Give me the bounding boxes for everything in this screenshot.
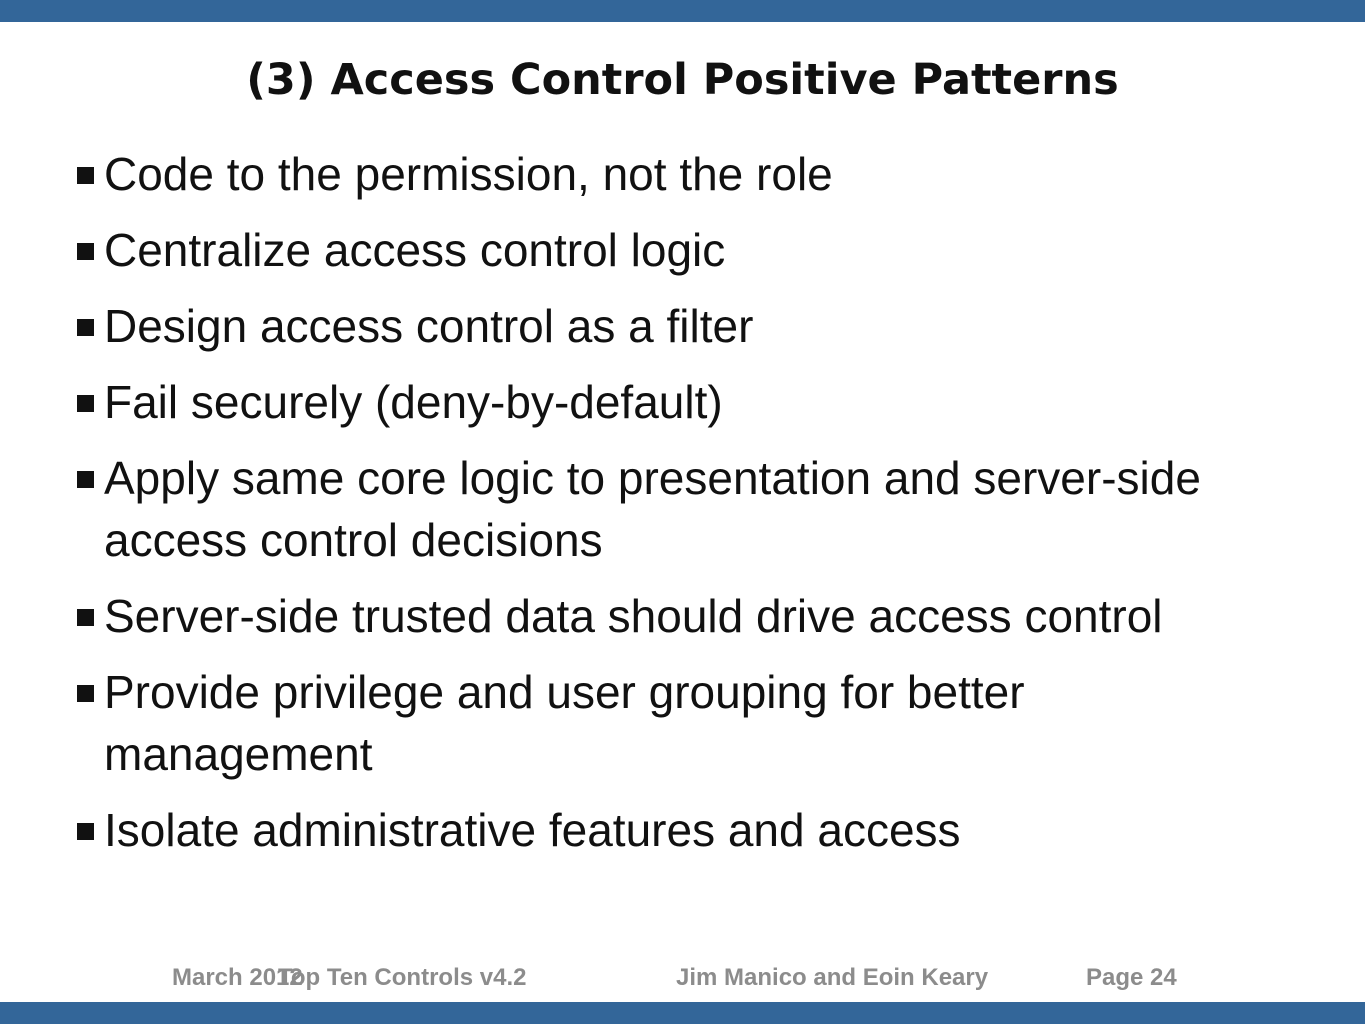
- footer-version: Top Ten Controls v4.2: [278, 964, 527, 991]
- bullet-item: [100, 143, 1300, 205]
- square-bullet-icon: [77, 395, 94, 412]
- bullet-item: [100, 799, 1300, 861]
- square-bullet-icon: [77, 319, 94, 336]
- bullet-item: [100, 371, 1300, 433]
- square-bullet-icon: [77, 471, 94, 488]
- top-accent-bar: [0, 0, 1365, 22]
- bullet-text: Provide privilege and user grouping for better management: [104, 666, 1025, 780]
- bullet-text: Code to the permission, not the role: [104, 148, 833, 200]
- bullet-list: [100, 143, 1300, 875]
- square-bullet-icon: [77, 609, 94, 626]
- bullet-text: Design access control as a filter: [104, 300, 754, 352]
- footer-page-number: Page 24: [1086, 964, 1177, 991]
- footer-authors: Jim Manico and Eoin Keary: [676, 964, 989, 991]
- bullet-item: [100, 447, 1300, 571]
- bullet-text: Apply same core logic to presentation and server-side access control decisions: [104, 452, 1201, 566]
- bullet-text: Server-side trusted data should drive access control: [104, 590, 1163, 642]
- square-bullet-icon: [77, 685, 94, 702]
- slide-title: (3) Access Control Positive Patterns: [246, 55, 1119, 105]
- bullet-item: [100, 219, 1300, 281]
- footer-date: March 2012: [172, 964, 303, 991]
- square-bullet-icon: [77, 243, 94, 260]
- bullet-text: Centralize access control logic: [104, 224, 726, 276]
- bullet-item: [100, 295, 1300, 357]
- bullet-text: Isolate administrative features and access: [104, 804, 961, 856]
- bullet-item: [100, 585, 1300, 647]
- square-bullet-icon: [77, 823, 94, 840]
- bullet-text: Fail securely (deny-by-default): [104, 376, 723, 428]
- bottom-accent-bar: [0, 1002, 1365, 1024]
- square-bullet-icon: [77, 167, 94, 184]
- bullet-item: [100, 661, 1300, 785]
